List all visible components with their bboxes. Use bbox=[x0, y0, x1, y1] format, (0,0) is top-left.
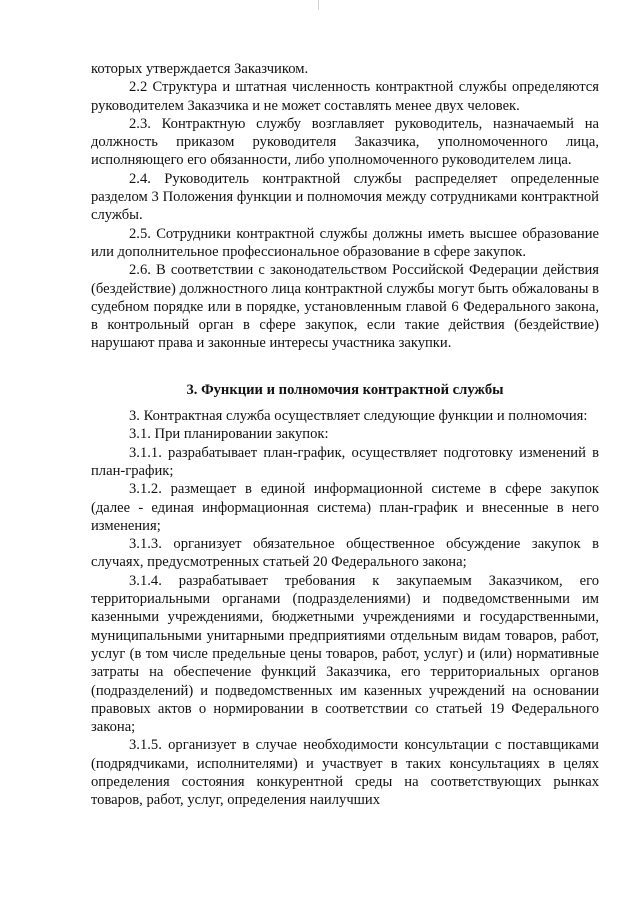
paragraph-2-5: 2.5. Сотрудники контрактной службы должны иметь высшее образование или дополнительное профессиональное образование в сфере закупок. bbox=[91, 225, 599, 260]
scan-edge-mark bbox=[318, 0, 319, 10]
paragraph-continuation: которых утверждается Заказчиком. bbox=[91, 61, 309, 77]
paragraph-2-6: 2.6. В соответствии с законодательством Российской Федерации действия (бездействие) должностного лица контрактной службы могут быть обжалованы в судебном порядке или в порядке, установленным главой 6 Федерального закона, в контрольный орган в сфере закупок, если такие действия (бездействие) нарушают права и законные интересы участника закупки. bbox=[91, 262, 599, 352]
paragraph-2-4: 2.4. Руководитель контрактной службы распределяет определенные разделом 3 Положения функции и полномочия между сотрудниками контрактной службы. bbox=[91, 170, 599, 224]
paragraph-3-1-3: 3.1.3. организует обязательное общественное обсуждение закупок в случаях, предусмотренных статьей 20 Федерального закона; bbox=[91, 536, 599, 571]
paragraph-3-1: 3.1. При планировании закупок: bbox=[129, 426, 329, 443]
paragraph-2-3: 2.3. Контрактную службу возглавляет руководитель, назначаемый на должность приказом руководителя Заказчика, уполномоченного лица, исполняющего его обязанности, либо уполномоченного руководителем лица. bbox=[91, 115, 599, 169]
paragraph-3: 3. Контрактная служба осуществляет следующие функции и полномочия: bbox=[129, 408, 588, 425]
paragraph-3-1-4: 3.1.4. разрабатывает требования к закупаемым Заказчиком, его территориальными органами (подразделениями) и подведомственными им казенными учреждениями, бюджетными учреждениями и государственными, муниципальными унитарными предприятиями отдельным видам товаров, работ, услуг (в том числе предельные цены товаров, работ, услуг) и (или) нормативные затраты на обеспечение функций Заказчика, его территориальных органов (подразделений) и подведомственных им казенных учреждений на основании правовых актов о нормировании в соответствии со статьей 19 Федерального закона; bbox=[91, 572, 599, 736]
paragraph-3-1-5: 3.1.5. организует в случае необходимости консультации с поставщиками (подрядчиками, исполнителями) и участвует в таких консультациях в целях определения состояния конкурентной среды на соответствующих рынках товаров, работ, услуг, определения наилучших bbox=[91, 737, 599, 809]
section-heading: 3. Функции и полномочия контрактной службы bbox=[186, 381, 504, 398]
paragraph-3-1-2: 3.1.2. размещает в единой информационной системе в сфере закупок (далее - единая информационная система) план-график и внесенные в него изменения; bbox=[91, 481, 599, 534]
paragraph-2-2: 2.2 Структура и штатная численность контрактной службы определяются руководителем Заказчика и не может составлять менее двух человек. bbox=[91, 79, 599, 114]
document-body bbox=[91, 60, 599, 810]
paragraph-3-1-1: 3.1.1. разрабатывает план-график, осуществляет подготовку изменений в план-график; bbox=[91, 444, 599, 479]
